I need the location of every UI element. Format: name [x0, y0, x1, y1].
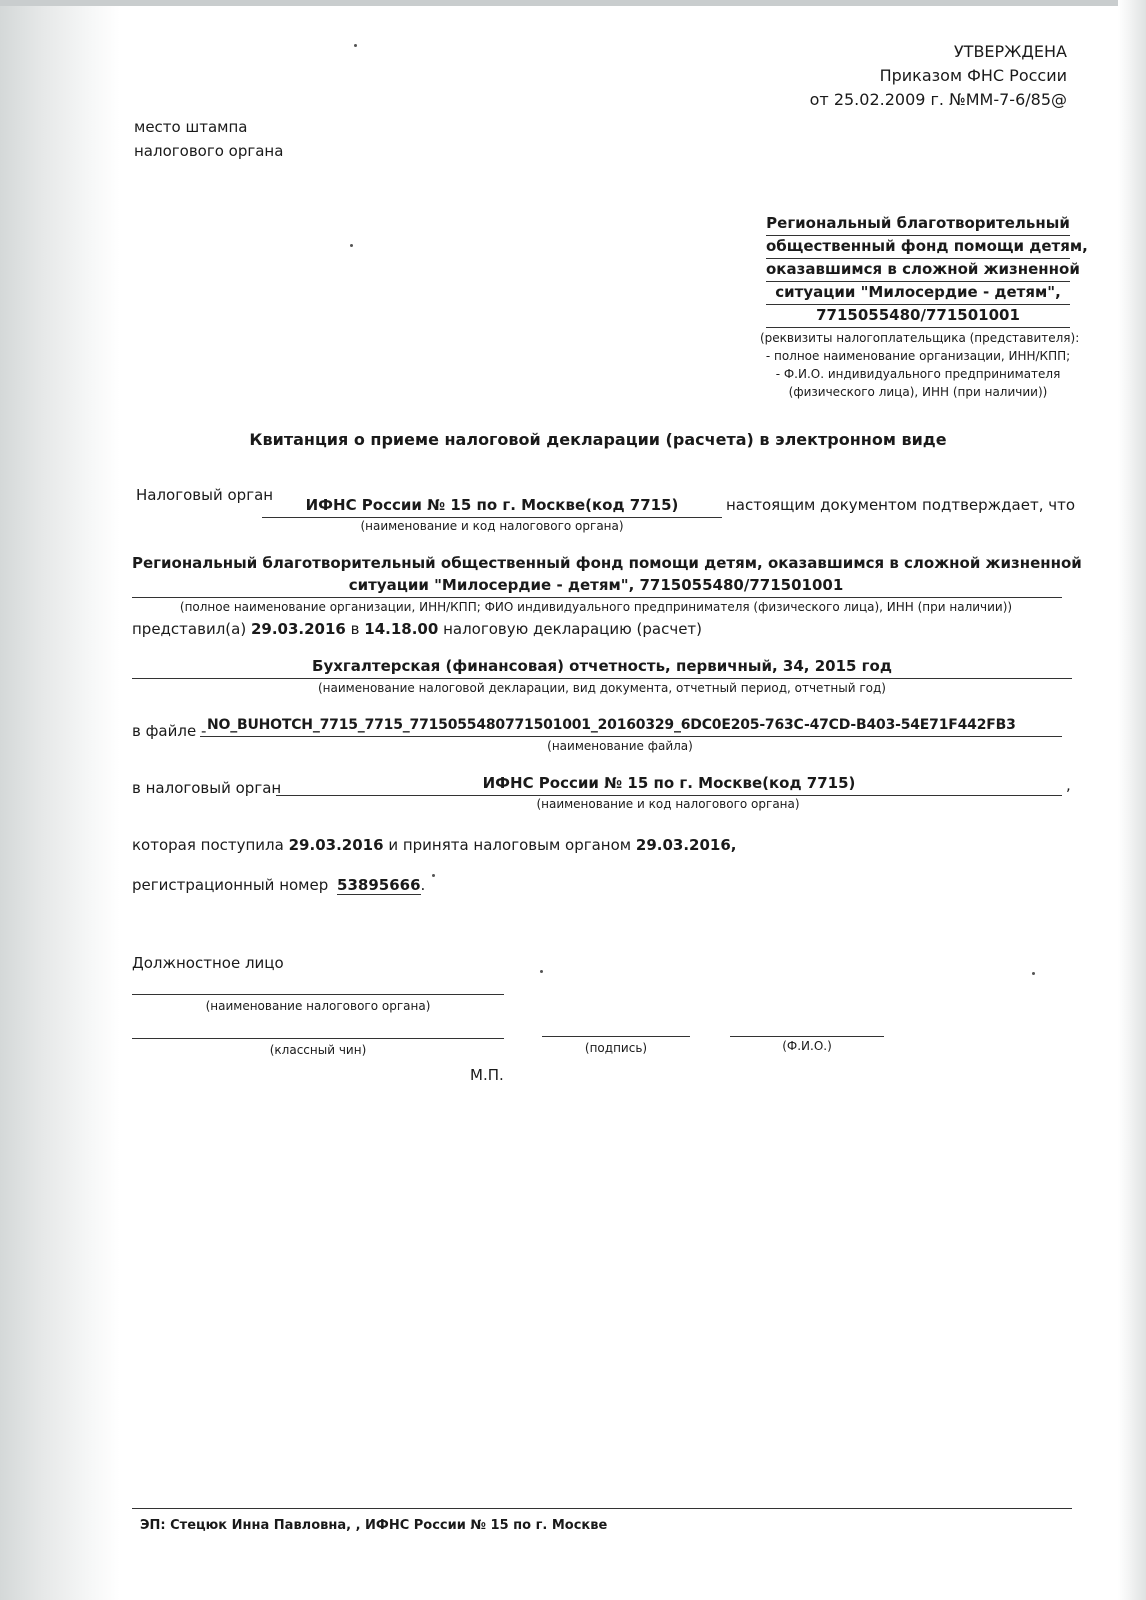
received-middle: и принята налоговым органом [388, 836, 632, 854]
taxpayer-hint-4: (физического лица), ИНН (при наличии)) [788, 385, 1048, 399]
received-line [132, 834, 737, 857]
scan-shadow-left [0, 0, 120, 1600]
registration-end: . [420, 876, 426, 894]
approval-line-3: от 25.02.2009 г. №ММ-7-6/85@ [809, 90, 1067, 109]
taxpayer-hint-3: - Ф.И.О. индивидуального предпринимателя [775, 367, 1061, 381]
taxpayer-line-4: ситуации "Милосердие - детям", [775, 283, 1061, 301]
stamp-place-line-1: место штампа [134, 118, 248, 136]
registration-label: регистрационный номер [132, 876, 329, 894]
scan-shadow-top [0, 0, 1146, 6]
declaration-hint: (наименование налоговой декларации, вид документа, отчетный период, отчетный год) [318, 681, 886, 695]
seal-place: М.П. [470, 1066, 504, 1084]
divider [766, 327, 1070, 328]
divider [200, 736, 1062, 737]
footer-signature: ЭП: Стецюк Инна Павловна, , ИФНС России № 15 по г. Москве [140, 1518, 608, 1533]
submitted-in: в [350, 620, 360, 638]
received-date: 29.03.2016 [288, 836, 384, 854]
tax-authority-suffix: настоящим документом подтверждает, что [726, 496, 1076, 514]
organization-hint: (полное наименование организации, ИНН/КПП; ФИО индивидуального предпринимателя (физического лица), ИНН (при наличии)) [179, 600, 1013, 614]
file-value: NO_BUHOTCH_7715_7715_771505548077150100​1_20160329_6DC0E205-763C-47CD-B403-54E71F442FB3 [207, 717, 1016, 733]
accepted-date: 29.03.2016 [635, 836, 731, 854]
declaration-value: Бухгалтерская (финансовая) отчетность, первичный, 34, 2015 год [312, 657, 892, 675]
taxpayer-line-5: 7715055480/771501001 [816, 306, 1020, 324]
organization-line-2: ситуации "Милосердие - детям", 7715055480/771501001 [348, 576, 844, 594]
approval-line-2: Приказом ФНС России [879, 66, 1067, 85]
to-authority-hint: (наименование и код налогового органа) [536, 797, 800, 811]
divider [542, 1036, 690, 1037]
tax-authority-label: Налоговый орган [136, 486, 274, 504]
scan-speck [350, 244, 353, 247]
taxpayer-hint-2: - полное наименование организации, ИНН/КПП; [765, 349, 1071, 363]
registration-number: 53895666 [337, 876, 421, 894]
taxpayer-line-2: общественный фонд помощи детям, [766, 237, 1088, 255]
submitted-prefix: представил(а) [132, 620, 247, 638]
submitted-date: 29.03.2016 [250, 620, 346, 638]
file-label: в файле - [132, 722, 207, 740]
taxpayer-line-3: оказавшимся в сложной жизненной [766, 260, 1080, 278]
tax-authority-value: ИФНС России № 15 по г. Москве(код 7715) [305, 496, 679, 514]
taxpayer-line-1: Региональный благотворительный [766, 214, 1070, 232]
submitted-line [132, 618, 702, 641]
registration-line [132, 874, 425, 897]
official-rank-hint: (классный чин) [269, 1043, 367, 1057]
divider [132, 1038, 504, 1039]
submitted-time: 14.18.00 [364, 620, 439, 638]
scan-speck [432, 874, 435, 877]
document-title: Квитанция о приеме налоговой декларации (расчета) в электронном виде [249, 430, 947, 449]
organization-line-1: Региональный благотворительный общественный фонд помощи детям, оказавшимся в сложной жизненной [132, 554, 1082, 572]
official-name-hint: (Ф.И.О.) [782, 1039, 832, 1053]
scan-speck [354, 44, 357, 47]
scan-shadow-right [1118, 0, 1146, 1600]
received-end: , [730, 836, 737, 854]
to-authority-label: в налоговый орган [132, 779, 282, 797]
scan-speck [1032, 972, 1035, 975]
scan-speck [540, 970, 543, 973]
official-org-hint: (наименование налогового органа) [205, 999, 431, 1013]
divider [132, 1508, 1072, 1509]
taxpayer-hint-1: (реквизиты налогоплательщика (представителя): [760, 331, 1080, 345]
official-label: Должностное лицо [132, 954, 284, 972]
to-authority-end: , [1066, 776, 1071, 794]
submitted-suffix: налоговую декларацию (расчет) [443, 620, 703, 638]
stamp-place-line-2: налогового органа [134, 142, 284, 160]
divider [132, 678, 1072, 679]
official-sign-hint: (подпись) [584, 1041, 648, 1055]
divider [132, 994, 504, 995]
divider [132, 597, 1062, 598]
approval-line-1: УТВЕРЖДЕНА [953, 42, 1067, 61]
received-prefix: которая поступила [132, 836, 284, 854]
tax-authority-hint: (наименование и код налогового органа) [360, 519, 624, 533]
file-hint: (наименование файла) [547, 739, 693, 753]
divider [730, 1036, 884, 1037]
to-authority-value: ИФНС России № 15 по г. Москве(код 7715) [482, 774, 856, 792]
